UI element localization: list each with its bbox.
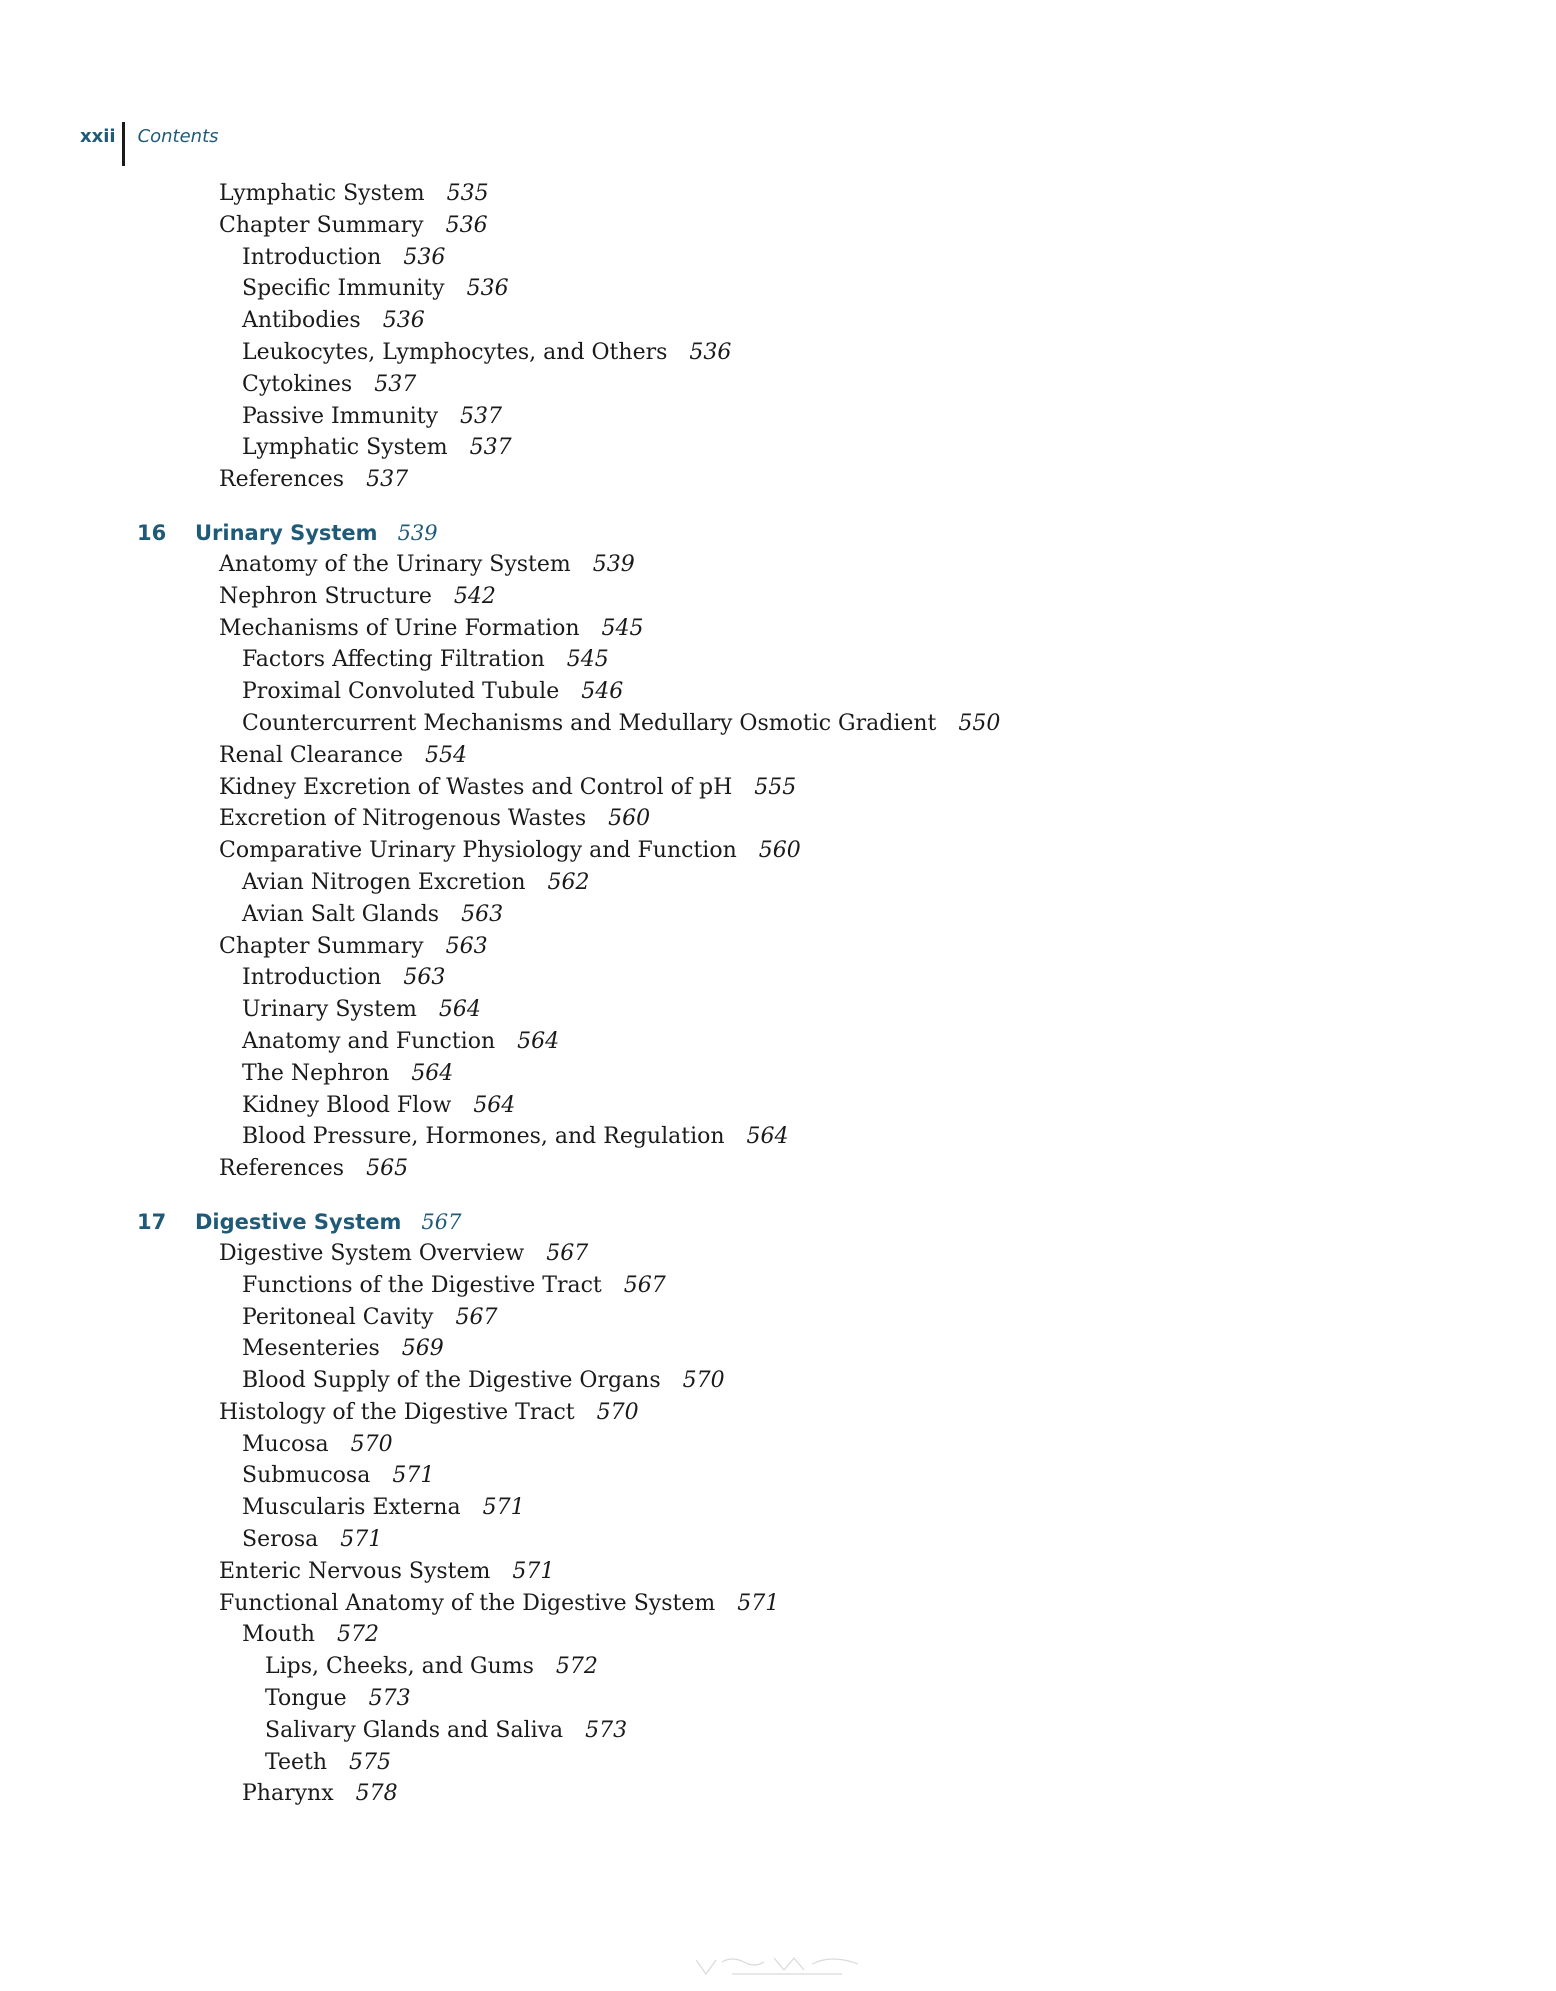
toc-entry-page: 569 bbox=[401, 1336, 444, 1362]
toc-entry bbox=[0, 1683, 1556, 1715]
toc-entry-page: 567 bbox=[623, 1272, 666, 1298]
toc-entry-title: Urinary System bbox=[242, 997, 417, 1023]
chapter-number: 16 bbox=[137, 520, 167, 545]
toc-entry-page: 565 bbox=[366, 1156, 409, 1182]
toc-entry-page: 560 bbox=[758, 838, 801, 864]
toc-entry-title: Leukocytes, Lymphocytes, and Others bbox=[242, 339, 668, 365]
toc-entry-title: Mechanisms of Urine Formation bbox=[219, 615, 580, 641]
toc-entry-title: Avian Nitrogen Excretion bbox=[242, 869, 526, 895]
toc-entry bbox=[0, 273, 1556, 305]
toc-entry-page: 545 bbox=[601, 615, 644, 641]
page-number: xxii bbox=[80, 126, 116, 147]
running-title: Contents bbox=[137, 126, 219, 147]
toc-entry-page: 537 bbox=[469, 435, 512, 461]
toc-entry-title: The Nephron bbox=[242, 1060, 390, 1086]
toc-entry-title: Lips, Cheeks, and Gums bbox=[265, 1654, 534, 1680]
toc-entry-title: Nephron Structure bbox=[219, 583, 432, 609]
chapter-title: Urinary System bbox=[195, 520, 378, 545]
toc-entry-title: Digestive System Overview bbox=[219, 1240, 525, 1266]
toc-entry-title: Enteric Nervous System bbox=[219, 1558, 491, 1584]
toc-entry-title: Submucosa bbox=[242, 1463, 371, 1489]
toc-entry bbox=[0, 1556, 1556, 1588]
toc-entry-page: 542 bbox=[453, 583, 496, 609]
toc-entry bbox=[0, 401, 1556, 433]
toc-entry bbox=[0, 1778, 1556, 1810]
toc-entry-title: Salivary Glands and Saliva bbox=[265, 1717, 564, 1743]
toc-entry bbox=[0, 1619, 1556, 1651]
running-header bbox=[80, 122, 219, 166]
toc-entry-page: 564 bbox=[746, 1124, 789, 1150]
toc-entry-title: Muscularis Externa bbox=[242, 1495, 461, 1521]
toc-entry-page: 539 bbox=[592, 551, 635, 577]
toc-entry bbox=[0, 644, 1556, 676]
toc-entry-page: 573 bbox=[585, 1717, 628, 1743]
toc-entry-page: 564 bbox=[438, 997, 481, 1023]
toc-entry-page: 571 bbox=[392, 1463, 435, 1489]
toc-entry bbox=[0, 676, 1556, 708]
toc-entry-title: Peritoneal Cavity bbox=[242, 1304, 434, 1330]
toc-entry bbox=[0, 1747, 1556, 1779]
toc-entry-title: Kidney Excretion of Wastes and Control of pH bbox=[219, 774, 733, 800]
toc-entry-title: Tongue bbox=[265, 1686, 347, 1712]
toc-entry bbox=[0, 613, 1556, 645]
toc-entry-title: Cytokines bbox=[242, 371, 353, 397]
toc-entry-page: 564 bbox=[473, 1092, 516, 1118]
toc-entry bbox=[0, 178, 1556, 210]
toc-entry-title: Introduction bbox=[242, 244, 382, 270]
chapter-title: Digestive System bbox=[195, 1209, 402, 1234]
toc-entry-title: References bbox=[219, 1156, 345, 1182]
toc-entry-title: Factors Affecting Filtration bbox=[242, 647, 545, 673]
toc-entry bbox=[0, 1429, 1556, 1461]
toc-entry-page: 562 bbox=[547, 869, 590, 895]
toc-entry-title: References bbox=[219, 467, 345, 493]
toc-entry bbox=[0, 1588, 1556, 1620]
toc-entry-page: 535 bbox=[446, 181, 489, 206]
toc-entry-page: 536 bbox=[382, 308, 425, 334]
toc-entry bbox=[0, 772, 1556, 804]
toc-entry bbox=[0, 740, 1556, 772]
toc-entry-title: Excretion of Nitrogenous Wastes bbox=[219, 806, 587, 832]
toc-entry-title: Comparative Urinary Physiology and Function bbox=[219, 838, 737, 864]
toc-entry-page: 560 bbox=[608, 806, 651, 832]
toc-entry bbox=[0, 867, 1556, 899]
toc-entry bbox=[0, 708, 1556, 740]
toc-entry-page: 537 bbox=[366, 467, 409, 493]
toc-entry bbox=[0, 549, 1556, 581]
toc-entry-title: Passive Immunity bbox=[242, 403, 439, 429]
toc-chapter-heading bbox=[0, 517, 1556, 549]
toc-entry-page: 536 bbox=[689, 339, 732, 365]
toc-entry-page: 545 bbox=[566, 647, 609, 673]
toc-entry-page: 564 bbox=[517, 1028, 560, 1054]
toc-entry bbox=[0, 835, 1556, 867]
toc-entry bbox=[0, 899, 1556, 931]
toc-entry-title: Functions of the Digestive Tract bbox=[242, 1272, 602, 1298]
toc-entry bbox=[0, 242, 1556, 274]
toc-entry bbox=[0, 369, 1556, 401]
toc-entry-title: Introduction bbox=[242, 965, 382, 991]
toc-entry bbox=[0, 1026, 1556, 1058]
toc-entry bbox=[0, 432, 1556, 464]
toc-entry bbox=[0, 1121, 1556, 1153]
toc-entry bbox=[0, 1460, 1556, 1492]
toc-entry-page: 536 bbox=[403, 244, 446, 270]
toc-entry bbox=[0, 1238, 1556, 1270]
toc-entry bbox=[0, 464, 1556, 496]
toc-entry bbox=[0, 1492, 1556, 1524]
watermark-logo bbox=[692, 1952, 864, 1978]
toc-entry-title: Functional Anatomy of the Digestive System bbox=[219, 1590, 716, 1616]
toc-entry-page: 554 bbox=[425, 742, 468, 768]
toc-entry-title: Pharynx bbox=[242, 1781, 334, 1807]
toc-entry bbox=[0, 1651, 1556, 1683]
toc-entry-title: Blood Pressure, Hormones, and Regulation bbox=[242, 1124, 725, 1150]
toc-entry-title: Antibodies bbox=[242, 308, 361, 334]
toc-entry-page: 567 bbox=[455, 1304, 498, 1330]
toc-entry-page: 567 bbox=[546, 1240, 589, 1266]
toc-entry-page: 536 bbox=[445, 212, 488, 238]
toc-entry bbox=[0, 1365, 1556, 1397]
toc-entry-page: 546 bbox=[581, 679, 624, 705]
toc-entry-page: 555 bbox=[754, 774, 797, 800]
toc-entry-page: 563 bbox=[403, 965, 446, 991]
toc-chapter-heading bbox=[0, 1206, 1556, 1238]
toc-entry-page: 563 bbox=[461, 901, 504, 927]
toc-entry bbox=[0, 1058, 1556, 1090]
toc-entry-title: Teeth bbox=[265, 1749, 328, 1775]
toc-entry-title: Anatomy of the Urinary System bbox=[219, 551, 571, 577]
toc-entry-page: 570 bbox=[350, 1431, 393, 1457]
toc-entry-title: Countercurrent Mechanisms and Medullary Osmotic Gradient bbox=[242, 710, 937, 736]
toc-entry-title: Chapter Summary bbox=[219, 212, 424, 238]
toc-entry bbox=[0, 1153, 1556, 1185]
toc-entry-page: 572 bbox=[336, 1622, 379, 1648]
toc-entry-title: Proximal Convoluted Tubule bbox=[242, 679, 560, 705]
toc-entry bbox=[0, 803, 1556, 835]
toc-entry bbox=[0, 1715, 1556, 1747]
toc-entry-title: Serosa bbox=[242, 1527, 319, 1553]
toc-entry-page: 570 bbox=[596, 1399, 639, 1425]
toc-entry bbox=[0, 1090, 1556, 1122]
toc-entry bbox=[0, 931, 1556, 963]
toc-entry-page: 575 bbox=[349, 1749, 392, 1775]
toc-entry-page: 571 bbox=[512, 1558, 555, 1584]
toc-entry bbox=[0, 994, 1556, 1026]
toc-entry bbox=[0, 305, 1556, 337]
toc-entry-page: 571 bbox=[340, 1527, 383, 1553]
toc-entry-title: Chapter Summary bbox=[219, 933, 424, 959]
toc-entry-title: Blood Supply of the Digestive Organs bbox=[242, 1368, 661, 1394]
toc-entry-title: Mucosa bbox=[242, 1431, 329, 1457]
toc-entry-page: 571 bbox=[482, 1495, 525, 1521]
table-of-contents bbox=[0, 178, 1556, 1810]
toc-entry bbox=[0, 1397, 1556, 1429]
toc-entry bbox=[0, 1524, 1556, 1556]
chapter-page: 539 bbox=[397, 520, 438, 545]
toc-entry-page: 570 bbox=[682, 1368, 725, 1394]
toc-entry-page: 571 bbox=[737, 1590, 780, 1616]
chapter-page: 567 bbox=[421, 1209, 462, 1234]
toc-entry-title: Mesenteries bbox=[242, 1336, 380, 1362]
toc-entry-page: 573 bbox=[368, 1686, 411, 1712]
toc-entry-title: Histology of the Digestive Tract bbox=[219, 1399, 575, 1425]
toc-entry bbox=[0, 210, 1556, 242]
toc-entry-page: 536 bbox=[466, 276, 509, 302]
toc-entry bbox=[0, 962, 1556, 994]
toc-entry bbox=[0, 1333, 1556, 1365]
toc-entry-page: 578 bbox=[355, 1781, 398, 1807]
toc-entry-page: 550 bbox=[958, 710, 1001, 736]
toc-entry-title: Anatomy and Function bbox=[242, 1028, 496, 1054]
toc-entry-page: 564 bbox=[411, 1060, 454, 1086]
toc-entry-title: Avian Salt Glands bbox=[242, 901, 440, 927]
toc-entry bbox=[0, 581, 1556, 613]
toc-entry-title: Mouth bbox=[242, 1622, 315, 1648]
chapter-number: 17 bbox=[137, 1209, 167, 1234]
toc-entry-page: 572 bbox=[555, 1654, 598, 1680]
toc-entry-title: Lymphatic System bbox=[242, 435, 448, 461]
toc-entry bbox=[0, 337, 1556, 369]
toc-entry-page: 563 bbox=[445, 933, 488, 959]
toc-entry-page: 537 bbox=[460, 403, 503, 429]
toc-entry-title: Lymphatic System bbox=[219, 181, 425, 206]
toc-entry-title: Specific Immunity bbox=[242, 276, 445, 302]
toc-entry-title: Renal Clearance bbox=[219, 742, 404, 768]
toc-entry-page: 537 bbox=[374, 371, 417, 397]
toc-entry bbox=[0, 1302, 1556, 1334]
toc-entry-title: Kidney Blood Flow bbox=[242, 1092, 452, 1118]
toc-entry bbox=[0, 1270, 1556, 1302]
